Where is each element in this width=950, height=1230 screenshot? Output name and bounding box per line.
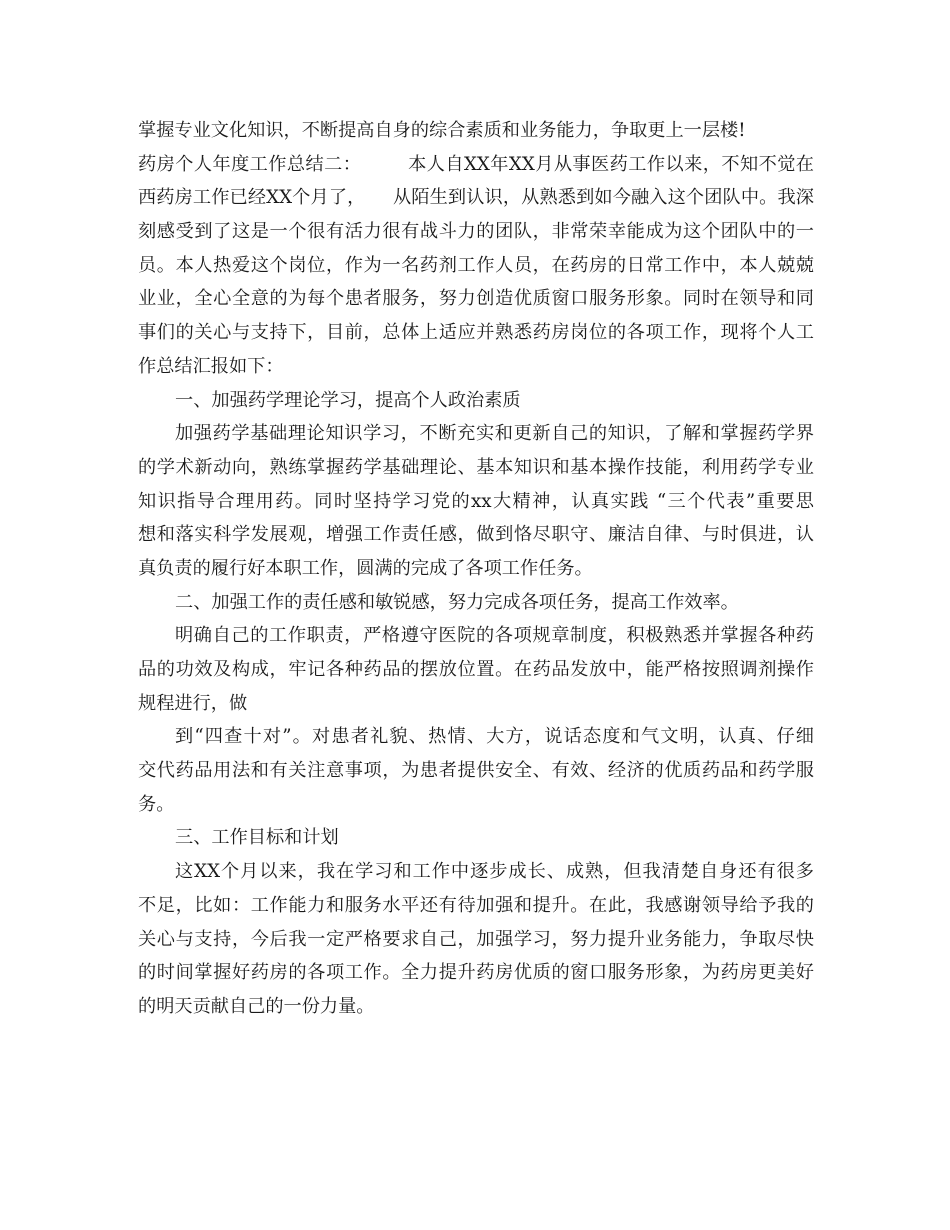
text-line: 刻感受到了这是一个很有活力很有战斗力的团队，非常荣幸能成为这个团队中的一 (138, 221, 814, 243)
text-line: 作总结汇报如下： (138, 355, 284, 377)
text-line: 想和落实科学发展观，增强工作责任感，做到恪尽职守、廉洁自律、与时俱进，认 (138, 524, 814, 546)
text-line: 业业，全心全意的为每个患者服务，努力创造优质窗口服务形象。同时在领导和同 (138, 288, 814, 310)
text-line: 规程进行，做 (138, 692, 248, 714)
text-line: 务。 (138, 793, 175, 815)
document-page (138, 114, 814, 1024)
text-line: 到“四查十对”。对患者礼貌、热情、大方，说话态度和气文明，认真、仔细 (175, 726, 814, 748)
text-line: 交代药品用法和有关注意事项，为患者提供安全、有效、经济的优质药品和药学服 (138, 760, 814, 782)
text-line: 这XX个月以来，我在学习和工作中逐步成长、成熟，但我清楚自身还有很多 (175, 861, 814, 883)
text-line: 真负责的履行好本职工作，圆满的完成了各项工作任务。 (138, 557, 593, 579)
section-heading-3: 三、工作目标和计划 (175, 827, 339, 849)
section-heading-1: 一、加强药学理论学习，提高个人政治素质 (175, 389, 521, 411)
section-heading-2: 二、加强工作的责任感和敏锐感，努力完成各项任务，提高工作效率。 (175, 591, 739, 613)
text-line: 关心与支持，今后我一定严格要求自己，加强学习，努力提升业务能力，争取尽快 (138, 928, 814, 950)
text-line: 药房个人年度工作总结二： 本人自XX年XX月从事医药工作以来，不知不觉在 (138, 153, 814, 175)
text-line: 事们的关心与支持下，目前，总体上适应并熟悉药房岗位的各项工作，现将个人工 (138, 322, 814, 344)
text-line: 品的功效及构成，牢记各种药品的摆放位置。在药品发放中，能严格按照调剂操作 (138, 659, 814, 680)
text-line: 掌握专业文化知识，不断提高自身的综合素质和业务能力，争取更上一层楼! (138, 120, 746, 141)
text-line: 明确自己的工作职责，严格遵守医院的各项规章制度，积极熟悉并掌握各种药 (175, 625, 814, 647)
text-line: 不足，比如：工作能力和服务水平还有待加强和提升。在此，我感谢领导给予我的 (138, 894, 814, 916)
text-line: 加强药学基础理论知识学习，不断充实和更新自己的知识，了解和掌握药学界 (175, 423, 814, 445)
text-line: 的明天贡献自己的一份力量。 (138, 995, 375, 1017)
text-line: 西药房工作已经XX个月了， 从陌生到认识，从熟悉到如今融入这个团队中。我深 (138, 187, 814, 209)
text-line: 员。本人热爱这个岗位，作为一名药剂工作人员，在药房的日常工作中，本人兢兢 (138, 254, 814, 276)
text-line: 的时间掌握好药房的各项工作。全力提升药房优质的窗口服务形象，为药房更美好 (138, 962, 814, 984)
text-line: 的学术新动向，熟练掌握药学基础理论、基本知识和基本操作技能，利用药学专业 (138, 456, 814, 478)
text-line: 知识指导合理用药。同时坚持学习党的xx大精神，认真实践 “三个代表”重要思 (138, 490, 814, 512)
